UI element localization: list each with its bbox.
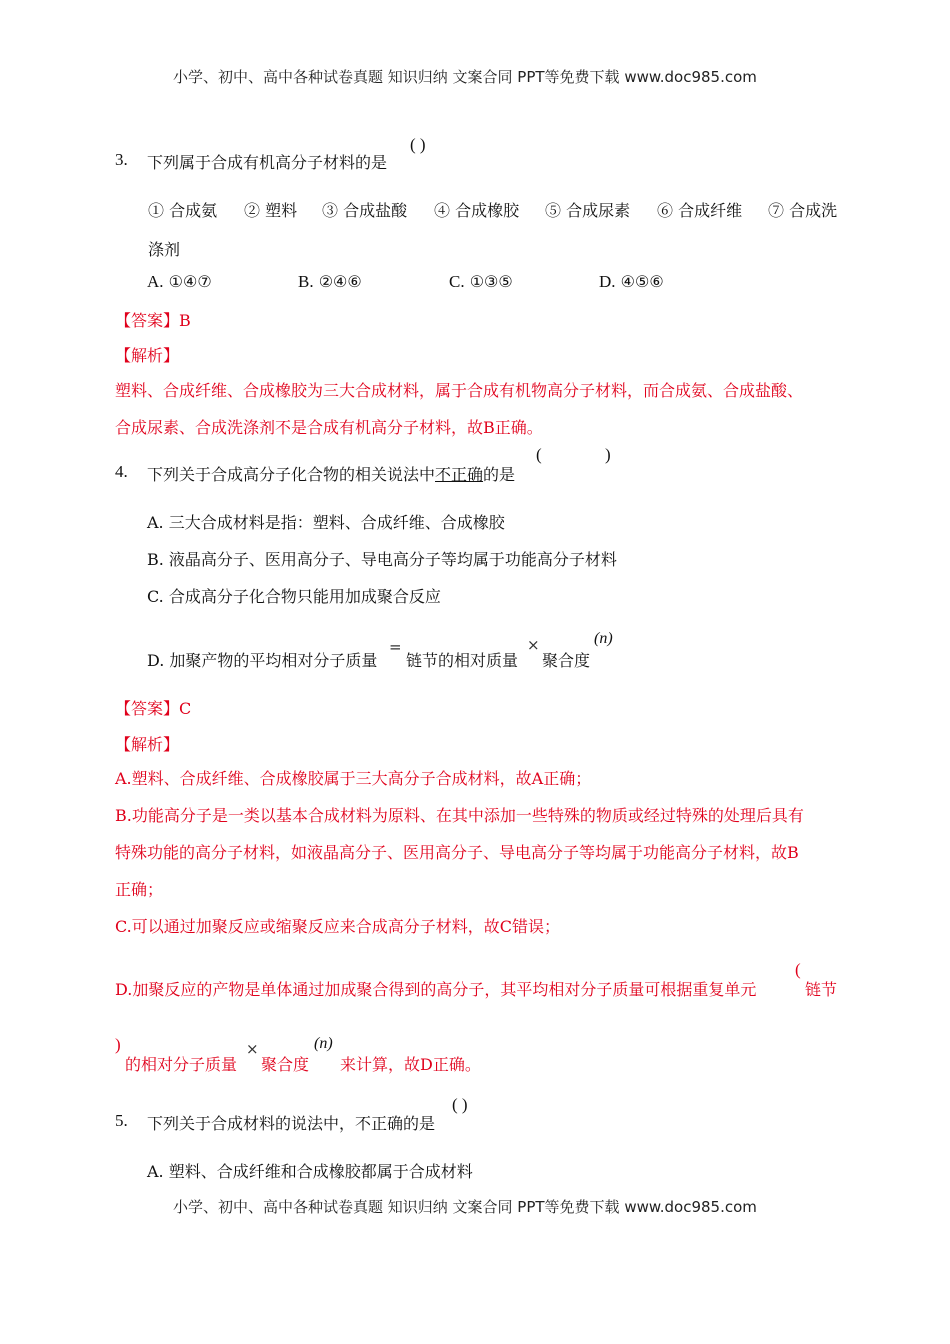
q4-analysis-d-link: 链节 [805, 980, 838, 999]
q3-choice-a: A. ①④⑦ [147, 272, 212, 291]
q4-analysis-d-open-paren: ( [795, 960, 801, 979]
q4-analysis-d-mass: 的相对分子质量 [125, 1055, 238, 1074]
q4-analysis-line-1: A.塑料、合成纤维、合成橡胶属于三大高分子合成材料，故A正确； [115, 769, 592, 788]
q4-analysis-d-times: × [246, 1040, 259, 1058]
q5-paren: ( ) [452, 1095, 468, 1114]
q3-item-7: ⑦ 合成洗 [768, 201, 838, 220]
q4-analysis-d-degree: 聚合度 [261, 1055, 310, 1074]
q5-number: 5. [115, 1111, 128, 1130]
q4-analysis-line-5: C.可以通过加聚反应或缩聚反应来合成高分子材料，故C错误； [115, 917, 561, 936]
page-footer: 小学、初中、高中各种试卷真题 知识归纳 文案合同 PPT等免费下载 www.doc985.com [173, 1198, 757, 1216]
q3-item-5: ⑤ 合成尿素 [545, 201, 631, 220]
q4-analysis-d-end: 来计算，故D正确。 [340, 1055, 481, 1074]
q4-choice-d-mass: 链节的相对质量 [406, 651, 519, 670]
page-header: 小学、初中、高中各种试卷真题 知识归纳 文案合同 PPT等免费下载 www.doc985.com [173, 68, 757, 86]
q4-analysis-line-2: B.功能高分子是一类以基本合成材料为原料、在其中添加一些特殊的物质或经过特殊的处理后具有 [115, 806, 804, 825]
q4-analysis-d-n: (n) [314, 1035, 333, 1052]
q3-item-2: ② 塑料 [244, 201, 298, 220]
q5-choice-a: A. 塑料、合成纤维和合成橡胶都属于合成材料 [147, 1162, 473, 1181]
q4-answer: 【答案】C [115, 699, 192, 718]
q4-choice-d-degree: 聚合度 [542, 651, 591, 670]
q4-analysis-line-3: 特殊功能的高分子材料，如液晶高分子、医用高分子、导电高分子等均属于功能高分子材料，故B [115, 843, 799, 862]
q3-answer: 【答案】B [115, 311, 191, 330]
q3-analysis-line-1: 塑料、合成纤维、合成橡胶为三大合成材料，属于合成有机物高分子材料，而合成氨、合成盐酸、 [115, 381, 804, 400]
q3-stem: 下列属于合成有机高分子材料的是 [147, 153, 388, 172]
q5-stem: 下列关于合成材料的说法中，不正确的是 [147, 1114, 436, 1133]
q4-analysis-d-text: D.加聚反应的产物是单体通过加成聚合得到的高分子，其平均相对分子质量可根据重复单元 [115, 980, 757, 999]
q4-paren-open: ( [536, 445, 542, 464]
q3-item-7-cont: 涤剂 [148, 240, 181, 259]
q4-choice-d-equals: = [389, 638, 402, 656]
q4-choice-d-text: D. 加聚产物的平均相对分子质量 [147, 651, 378, 670]
q4-stem: 下列关于合成高分子化合物的相关说法中不正确的是 [147, 465, 516, 484]
q3-item-6: ⑥ 合成纤维 [657, 201, 743, 220]
q3-analysis-line-2: 合成尿素、合成洗涤剂不是合成有机高分子材料，故B正确。 [115, 418, 543, 437]
q4-choice-a: A. 三大合成材料是指：塑料、合成纤维、合成橡胶 [147, 513, 505, 532]
q3-item-1: ① 合成氨 [148, 201, 218, 220]
q3-number: 3. [115, 150, 128, 169]
q3-choice-d: D. ④⑤⑥ [599, 272, 664, 291]
q4-number: 4. [115, 462, 128, 481]
q3-choice-b: B. ②④⑥ [298, 272, 362, 291]
q4-choice-c: C. 合成高分子化合物只能用加成聚合反应 [147, 587, 441, 606]
q3-item-4: ④ 合成橡胶 [434, 201, 520, 220]
q4-analysis-label: 【解析】 [115, 735, 180, 754]
q3-item-3: ③ 合成盐酸 [322, 201, 408, 220]
q3-paren: ( ) [410, 135, 426, 154]
q3-analysis-label: 【解析】 [115, 346, 180, 365]
q4-paren-close: ) [605, 445, 611, 464]
q4-choice-b: B. 液晶高分子、医用高分子、导电高分子等均属于功能高分子材料 [147, 550, 617, 569]
q4-choice-d-times: × [527, 636, 540, 654]
q4-stem-emphasis: 不正确 [435, 465, 484, 484]
q3-choice-c: C. ①③⑤ [449, 272, 513, 291]
q4-choice-d-n: (n) [594, 630, 613, 647]
q4-analysis-d-close-paren: ) [115, 1035, 121, 1054]
q4-analysis-line-4: 正确； [115, 880, 164, 899]
